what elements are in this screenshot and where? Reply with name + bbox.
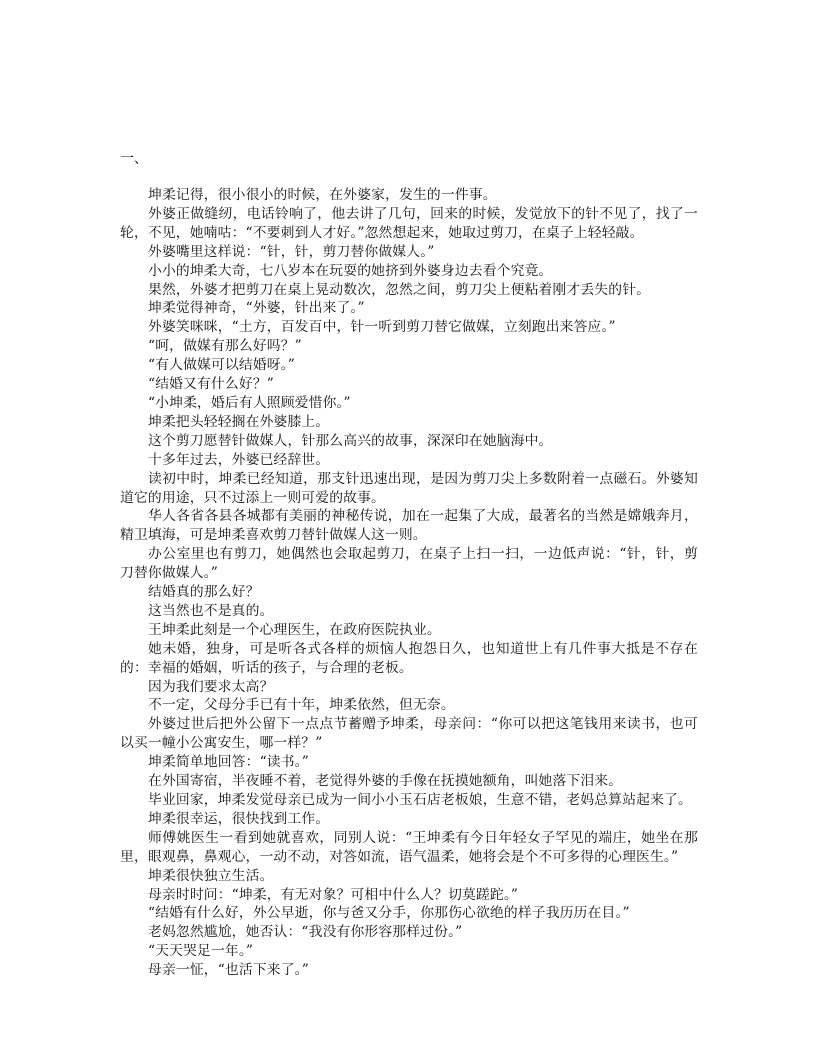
paragraph: 外婆过世后把外公留下一点点节蓄赠予坤柔，母亲问：“你可以把这笔钱用来读书，也可以买一幢小公寓安生，哪一样？” [120,716,698,752]
story-body [120,186,698,980]
paragraph: 果然，外婆才把剪刀在桌上晃动数次，忽然之间，剪刀尖上便粘着刚才丢失的针。 [148,281,651,298]
paragraph: “小坤柔，婚后有人照顾爱惜你。” [148,394,351,411]
paragraph: 结婚真的那么好？ [148,584,260,601]
paragraph: 因为我们要求太高？ [148,678,274,695]
paragraph: “结婚又有什么好？” [148,376,274,393]
paragraph: 外婆嘴里这样说：“针，针，剪刀替你做媒人。” [148,243,435,260]
paragraph: 这个剪刀愿替针做媒人，针那么高兴的故事，深深印在她脑海中。 [148,432,553,449]
paragraph: 外婆笑咪咪，“土方，百发百中，针一听到剪刀替它做媒，立刻跑出来答应。” [148,319,616,336]
paragraph: 坤柔很快独立生活。 [148,867,274,884]
paragraph: 不一定，父母分手已有十年，坤柔依然，但无奈。 [148,697,455,714]
paragraph: 坤柔记得，很小很小的时候，在外婆家，发生的一件事。 [148,187,497,203]
paragraph: 她未婚，独身，可是听各式各样的烦恼人抱怨日久，也知道世上有几件事大抵是不存在的：幸福的婚姻，听话的孩子，与合理的老板。 [120,640,698,676]
paragraph: 华人各省各县各城都有美丽的神秘传说，加在一起集了大成，最著名的当然是嫦娥奔月，精卫填海，可是坤柔喜欢剪刀替针做媒人这一则。 [120,508,698,544]
paragraph: 坤柔把头轻轻搁在外婆膝上。 [148,413,330,430]
paragraph: 十多年过去，外婆已经辞世。 [148,451,330,468]
paragraph: 母亲时时问：“坤柔，有无对象？可相中什么人？切莫蹉跎。” [148,886,519,903]
paragraph: 坤柔简单地回答：“读书。” [148,754,309,771]
paragraph: “天天哭足一年。” [148,943,254,960]
paragraph: 师傅姚医生一看到她就喜欢，同别人说：“王坤柔有今日年轻女子罕见的端庄，她坐在那里，眼观鼻，鼻观心，一动不动，对答如流，语气温柔，她将会是个不可多得的心理医生。” [120,829,698,865]
paragraph: 外婆正做缝纫，电话铃响了，他去讲了几句，回来的时候，发觉放下的针不见了，找了一轮，不见，她喃咕：“不要刺到人才好。”忽然想起来，她取过剪刀，在桌子上轻轻敲。 [120,205,698,241]
paragraph: 在外国寄宿，半夜睡不着，老觉得外婆的手像在抚摸她额角，叫她落下泪来。 [148,773,623,790]
paragraph: 坤柔觉得神奇，“外婆，针出来了。” [148,300,365,317]
paragraph: 小小的坤柔大奇，七八岁本在玩耍的她挤到外婆身边去看个究竟。 [148,262,553,279]
paragraph: 老妈忽然尴尬，她否认：“我没有你形容那样过份。” [148,924,463,941]
section-heading: 一、 [120,151,148,167]
paragraph: “结婚有什么好，外公早逝，你与爸又分手，你那伤心欲绝的样子我历历在目。” [148,905,630,922]
paragraph: 王坤柔此刻是一个心理医生，在政府医院执业。 [148,621,441,638]
paragraph: 母亲一怔，“也活下来了。” [148,962,309,979]
paragraph: “呵，做媒有那么好吗？” [148,338,302,355]
paragraph: 办公室里也有剪刀，她偶然也会取起剪刀，在桌子上扫一扫，一边低声说：“针，针，剪刀替你做媒人。” [120,546,698,582]
paragraph: 毕业回家，坤柔发觉母亲已成为一间小小玉石店老板娘，生意不错，老妈总算站起来了。 [148,792,692,808]
paragraph: 读初中时，坤柔已经知道，那支针迅速出现，是因为剪刀尖上多数附着一点磁石。外婆知道它的用途，只不过添上一则可爱的故事。 [120,470,698,506]
paragraph: 坤柔很幸运，很快找到工作。 [148,810,330,827]
paragraph: “有人做媒可以结婚呀。” [148,357,295,374]
paragraph: 这当然也不是真的。 [148,602,274,619]
